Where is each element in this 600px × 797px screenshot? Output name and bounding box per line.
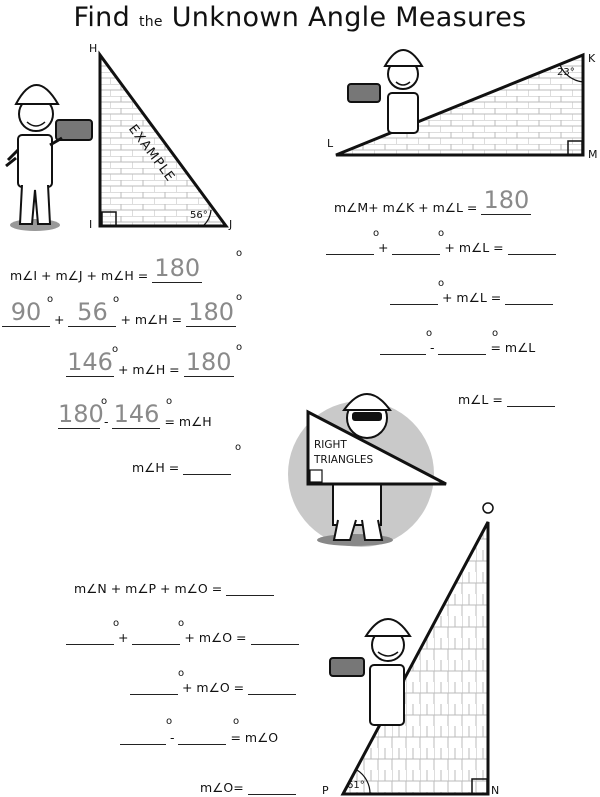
vertex-j: J [229,218,233,231]
tri2-step-1: m∠M+ m∠K + m∠L = 180 [334,186,531,215]
tri3-step-4: - = m∠O [120,730,278,745]
tri2-step-4: - = m∠L [380,340,535,355]
example-step-5: m∠H = [132,460,231,475]
worker-illustration-1 [6,85,92,231]
vertex-h: H [89,42,98,55]
vertex-p: P [322,784,329,797]
right-triangles-badge [288,394,446,547]
angle-k-label: 23° [557,67,575,78]
page-title: Find the Unknown Angle Measures [73,2,527,33]
example-banner: EXAMPLE [125,122,178,185]
triangle-lkm [336,55,583,155]
vertex-n: N [491,784,500,797]
example-triangle [100,55,226,226]
example-step-3: 146 + m∠H = 180 [66,348,234,377]
example-step-4: 180 - 146 = m∠H [58,400,212,429]
vertex-m: M [588,148,598,161]
tri2-step-3: + m∠L = [390,290,553,305]
tri3-step-5: m∠O= [200,780,296,795]
tri2-step-2: + + m∠L = [326,240,556,255]
example-step-2: 90 + 56 + m∠H = 180 [2,298,236,327]
tri2-step-5: m∠L = [458,392,555,407]
example-step-1: m∠I + m∠J + m∠H = 180 [10,254,202,283]
vertex-k: K [588,52,596,65]
angle-j-label: 56° [190,210,208,221]
tri3-step-2: + + m∠O = [66,630,299,645]
angle-p-label: 61° [347,780,365,791]
badge-text: RIGHT TRIANGLES [314,439,374,466]
tri3-step-3: + m∠O = [130,680,296,695]
vertex-l: L [327,137,334,150]
worker-illustration-2 [348,50,422,133]
tri3-step-1: m∠N + m∠P + m∠O = [74,581,274,596]
worker-illustration-3 [330,619,410,725]
vertex-i: I [89,218,93,231]
